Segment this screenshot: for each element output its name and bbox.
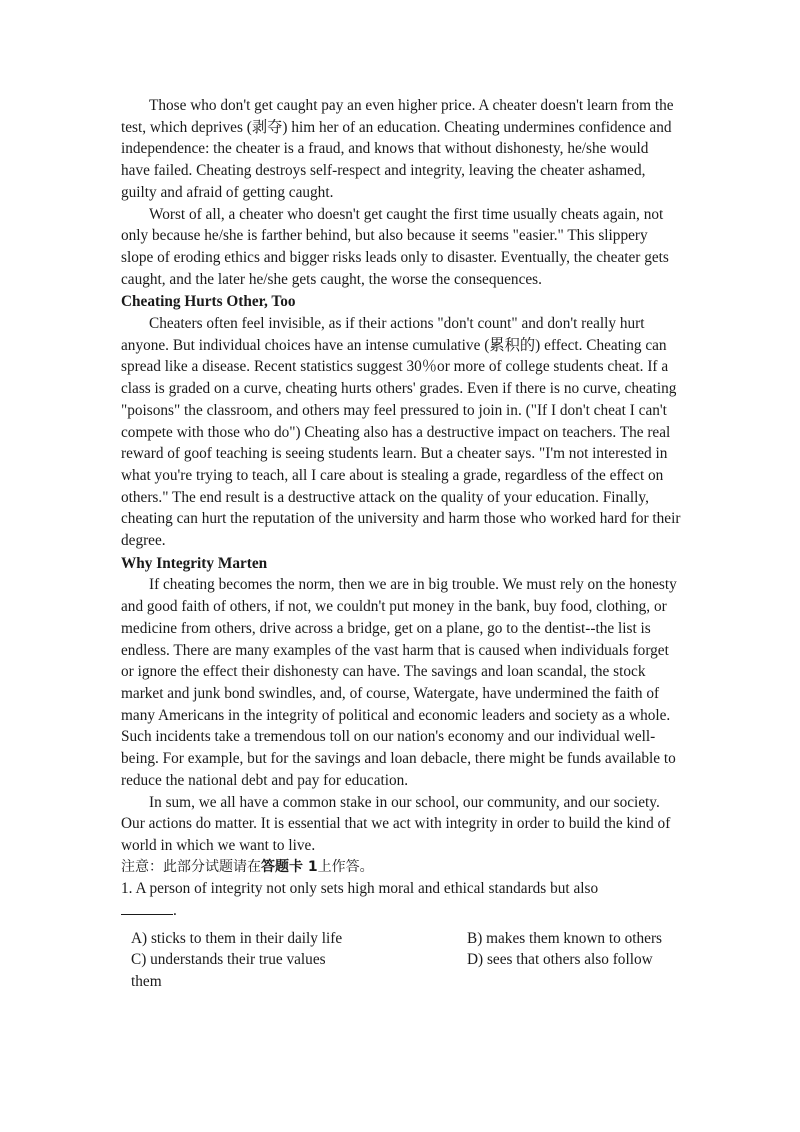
option-a[interactable]: A) sticks to them in their daily life [131, 929, 343, 947]
question-stem [121, 878, 681, 921]
question-text: 1. A person of integrity not only sets high moral and ethical standards but also [121, 880, 599, 898]
body-paragraph: Cheaters often feel invisible, as if their actions "don't count" and don't really hurt anyone. But individual choices have an intense cumulative (累积的) effect. Cheating can spread like a disease. Recent statistics suggest 30％or more of college students cheat. If a class is graded on a curve, cheating hurts others' grades. Even if there is no curve, cheating "poisons" the classroom, and others may feel pressured to join in. ("If I don't cheat I can't compete with those who do") Cheating also has a destructive impact on teachers. The real reward of goof teaching is seeing students learn. But a cheater says. "I'm not interested in what you're trying to teach, all I care about is stealing a grade, regardless of the effect on others." The end result is a destructive attack on the quality of your education. Finally, cheating can hurt the reputation of the university and harm those who worked hard for their degree. [121, 315, 681, 550]
body-paragraph: In sum, we all have a common stake in our school, our community, and our society. Our actions do matter. It is essential that we act with integrity in order to build the kind of world in which we want to live. [121, 793, 671, 854]
note-prefix: 注意：此部分试题请在 [121, 858, 261, 875]
body-paragraph: If cheating becomes the norm, then we are in big trouble. We must rely on the honesty and good faith of others, if not, we couldn't put money in the bank, buy food, clothing, or medicine from others, drive across a bridge, get on a plane, go to the dentist--the list is endless. There are many examples of the vast harm that is caused when individuals forget or ignore the effect their dishonesty can have. The savings and loan scandal, the stock market and junk bond swindles, and, of course, Watergate, have undermined the faith of many Americans in the integrity of political and economic leaders and society as a whole. Such incidents take a tremendous toll on our nation's economy and our individual well-being. For example, but for the savings and loan debacle, there might be funds available to reduce the national debt and pay for education. [121, 576, 677, 789]
option-c[interactable]: C) understands their true values [131, 951, 326, 969]
body-paragraph: Those who don't get caught pay an even higher price. A cheater doesn't learn from the test, which deprives (剥夺) him her of an education. Cheating undermines confidence and independence: the cheater is a fraud, and knows that without dishonesty, he/she would have failed. Cheating destroys self-respect and integrity, leaving the cheater ashamed, guilty and afraid of getting caught. [121, 97, 674, 201]
section-heading: Cheating Hurts Other, Too [121, 293, 296, 311]
document-page [121, 95, 681, 993]
note-suffix: 上作答。 [317, 858, 374, 875]
answer-options [121, 928, 681, 993]
body-paragraph: Worst of all, a cheater who doesn't get caught the first time usually cheats again, not only because he/she is farther behind, but also because it seems "easier." This slippery slope of eroding ethics and bigger risks leads only to disaster. Eventually, the cheater gets caught, and the later he/she gets caught, the worse the consequences. [121, 205, 669, 288]
answer-blank [121, 900, 173, 915]
section-heading: Why Integrity Marten [121, 554, 268, 572]
option-b[interactable]: B) makes them known to others [467, 929, 663, 947]
option-d-continuation: them [131, 973, 162, 991]
option-d[interactable]: D) sees that others also follow [467, 951, 653, 969]
question-end: . [173, 902, 177, 920]
answer-sheet-note [121, 857, 681, 879]
note-bold: 答题卡 1 [261, 858, 318, 875]
